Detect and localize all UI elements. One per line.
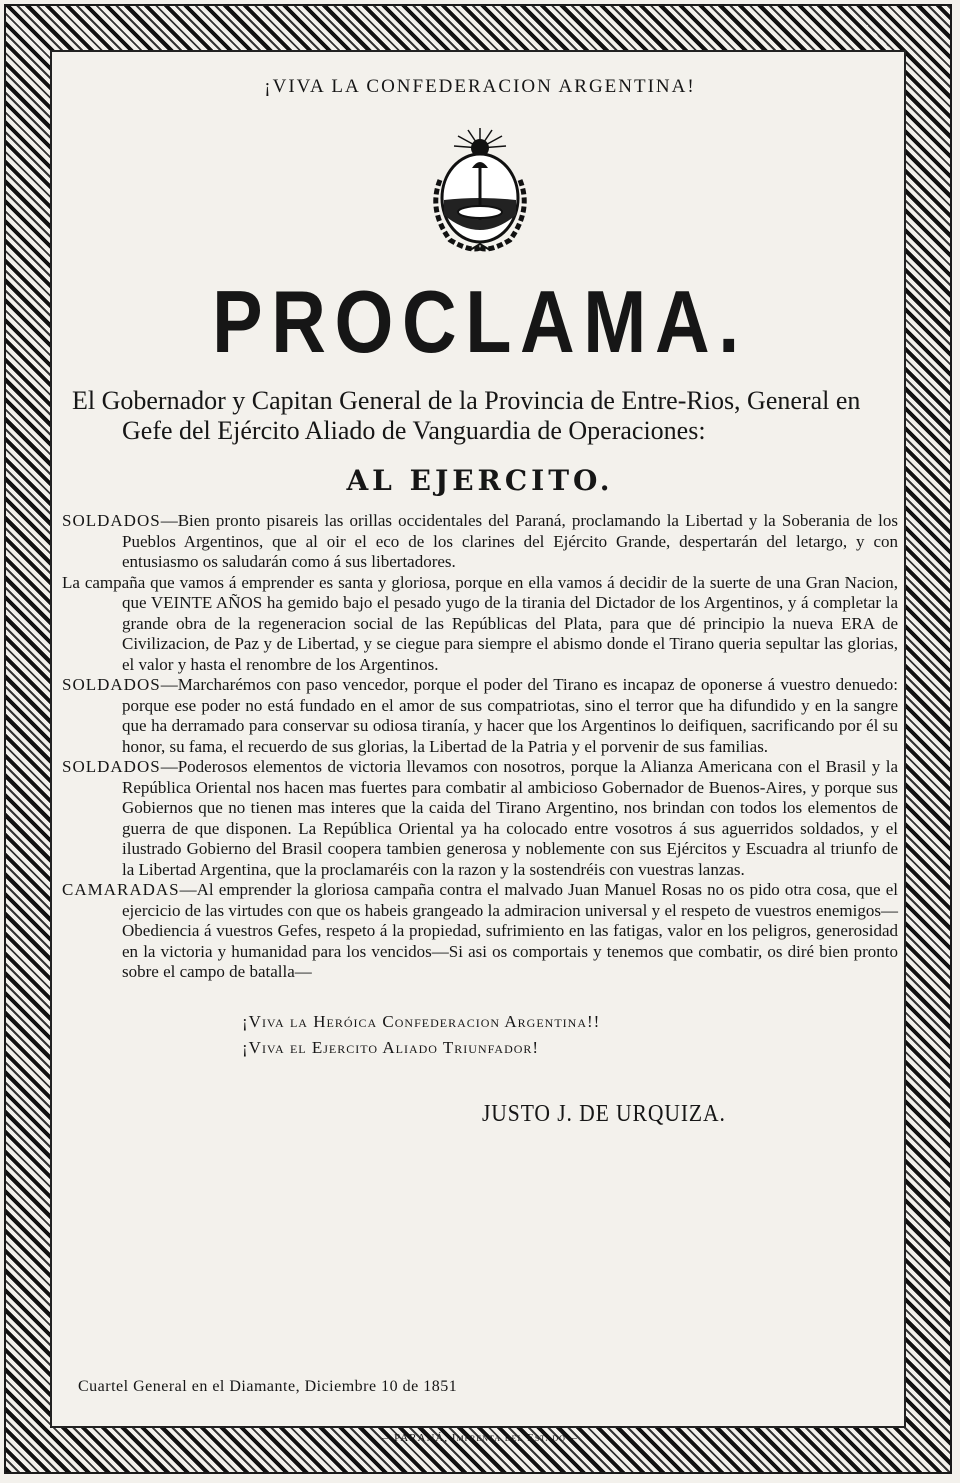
viva-ejercito: ¡Viva el Ejercito Aliado Triunfador! [242, 1037, 540, 1057]
paragraph [62, 757, 898, 880]
imprint: —PARANÁ, Imprenta del Estado— [382, 1432, 578, 1444]
paragraph-text: —Poderosos elementos de victoria llevamos con nosotros, porque la Alianza Americana con el Brasil y la República Oriental nos hacen mas fuertes para combatir al ambicioso Gobernador de Buenos-Aires, y porque sus Gobiernos que no tienen mas interes que la caida del Tirano Argentino, nos brindan con todos los elementos de guerra de que disponen. La República Oriental ya ha colocado entre vosotros á sus aguerridos soldados, y el ilustrado Gobierno del Brasil coopera tambien generosa y noblemente con sus Ejércitos y Escuadra al triunfo de la Libertad Argentina, que la proclamaréis con la razon y la sostendréis con vuestras lanzas. [122, 757, 898, 879]
preamble-line-2: Gefe del Ejército Aliado de Vanguardia de Operaciones: [122, 416, 706, 445]
preamble [72, 386, 898, 446]
paragraph [62, 573, 898, 676]
paragraph-text: —Bien pronto pisareis las orillas occidentales del Paraná, proclamando la Libertad y la Soberania de los Pueblos Argentinos, que al oir el eco de los clarines del Ejército Grande, despertarán del letargo, y con entusiasmo os saludarán como á sus libertadores. [122, 511, 898, 571]
paragraph-lead: CAMARADAS [62, 880, 180, 899]
paragraph-lead: SOLDADOS [62, 757, 161, 776]
dateline: Cuartel General en el Diamante, Diciembre 10 de 1851 [78, 1378, 458, 1395]
paragraph-text: La campaña que vamos á emprender es santa y gloriosa, porque en ella vamos á decidir de la suerte de una Gran Nacion, que VEINTE AÑOS ha gemido bajo el pesado yugo de la tirania del Dictador de los Argentinos, y á completar la grande obra de la regeneracion social de las Repúblicas del Plata, para que dé principio la nueva ERA de Civilizacion, de Paz y de Libertad, y se ciegue para siempre el abismo donde el Tirano queria sepultar las glorias, el valor y hasta el renombre de los Argentinos. [62, 572, 898, 674]
proclamation-body [62, 68, 898, 1128]
paragraph-text: —Marcharémos con paso vencedor, porque el poder del Tirano es incapaz de oponerse á vuestro denuedo: porque ese poder no está fundado en el amor de sus compatriotas, sino el terror que ha difundido y en la sangre que ha derramado para conservar su odiosa tiranía, y hacer que los Argentinos lo deifiquen, sacrificando por él su honor, su fama, el recuerdo de sus glorias, la Libertad de la Patria y el porvenir de sus familias. [122, 675, 898, 756]
closing-cheers [242, 1009, 898, 1061]
addressee: AL EJERCITO. [346, 464, 614, 497]
paragraphs [62, 511, 898, 983]
paragraph [62, 880, 898, 983]
argentine-coat-of-arms-icon [410, 120, 550, 260]
paragraph-lead: SOLDADOS [62, 511, 161, 530]
paragraph-lead: SOLDADOS [62, 675, 161, 694]
signature: JUSTO J. DE URQUIZA. [482, 1100, 726, 1127]
viva-confederacion: ¡Viva la Heróica Confederacion Argentina!! [242, 1011, 601, 1031]
paragraph-text: —Al emprender la gloriosa campaña contra el malvado Juan Manuel Rosas no os pido otra cosa, que el ejercicio de las virtudes con que os habeis grangeado la admiracion universal y el respeto de vuestros enemigos—Obediencia á vuestros Gefes, respeto á la propiedad, sufrimiento en las fatigas, valor en los peligros, generosidad en la victoria y humanidad para los vencidos—Si asi os comportais y tenemos que combatir, os diré bien pronto sobre el campo de batalla— [122, 880, 898, 981]
top-cry: ¡VIVA LA CONFEDERACION ARGENTINA! [264, 76, 696, 97]
paragraph [62, 511, 898, 573]
paragraph [62, 675, 898, 757]
proclamation-title: PROCLAMA. [212, 272, 748, 371]
preamble-line-1: El Gobernador y Capitan General de la Provincia de Entre-Rios, General en [72, 386, 861, 415]
